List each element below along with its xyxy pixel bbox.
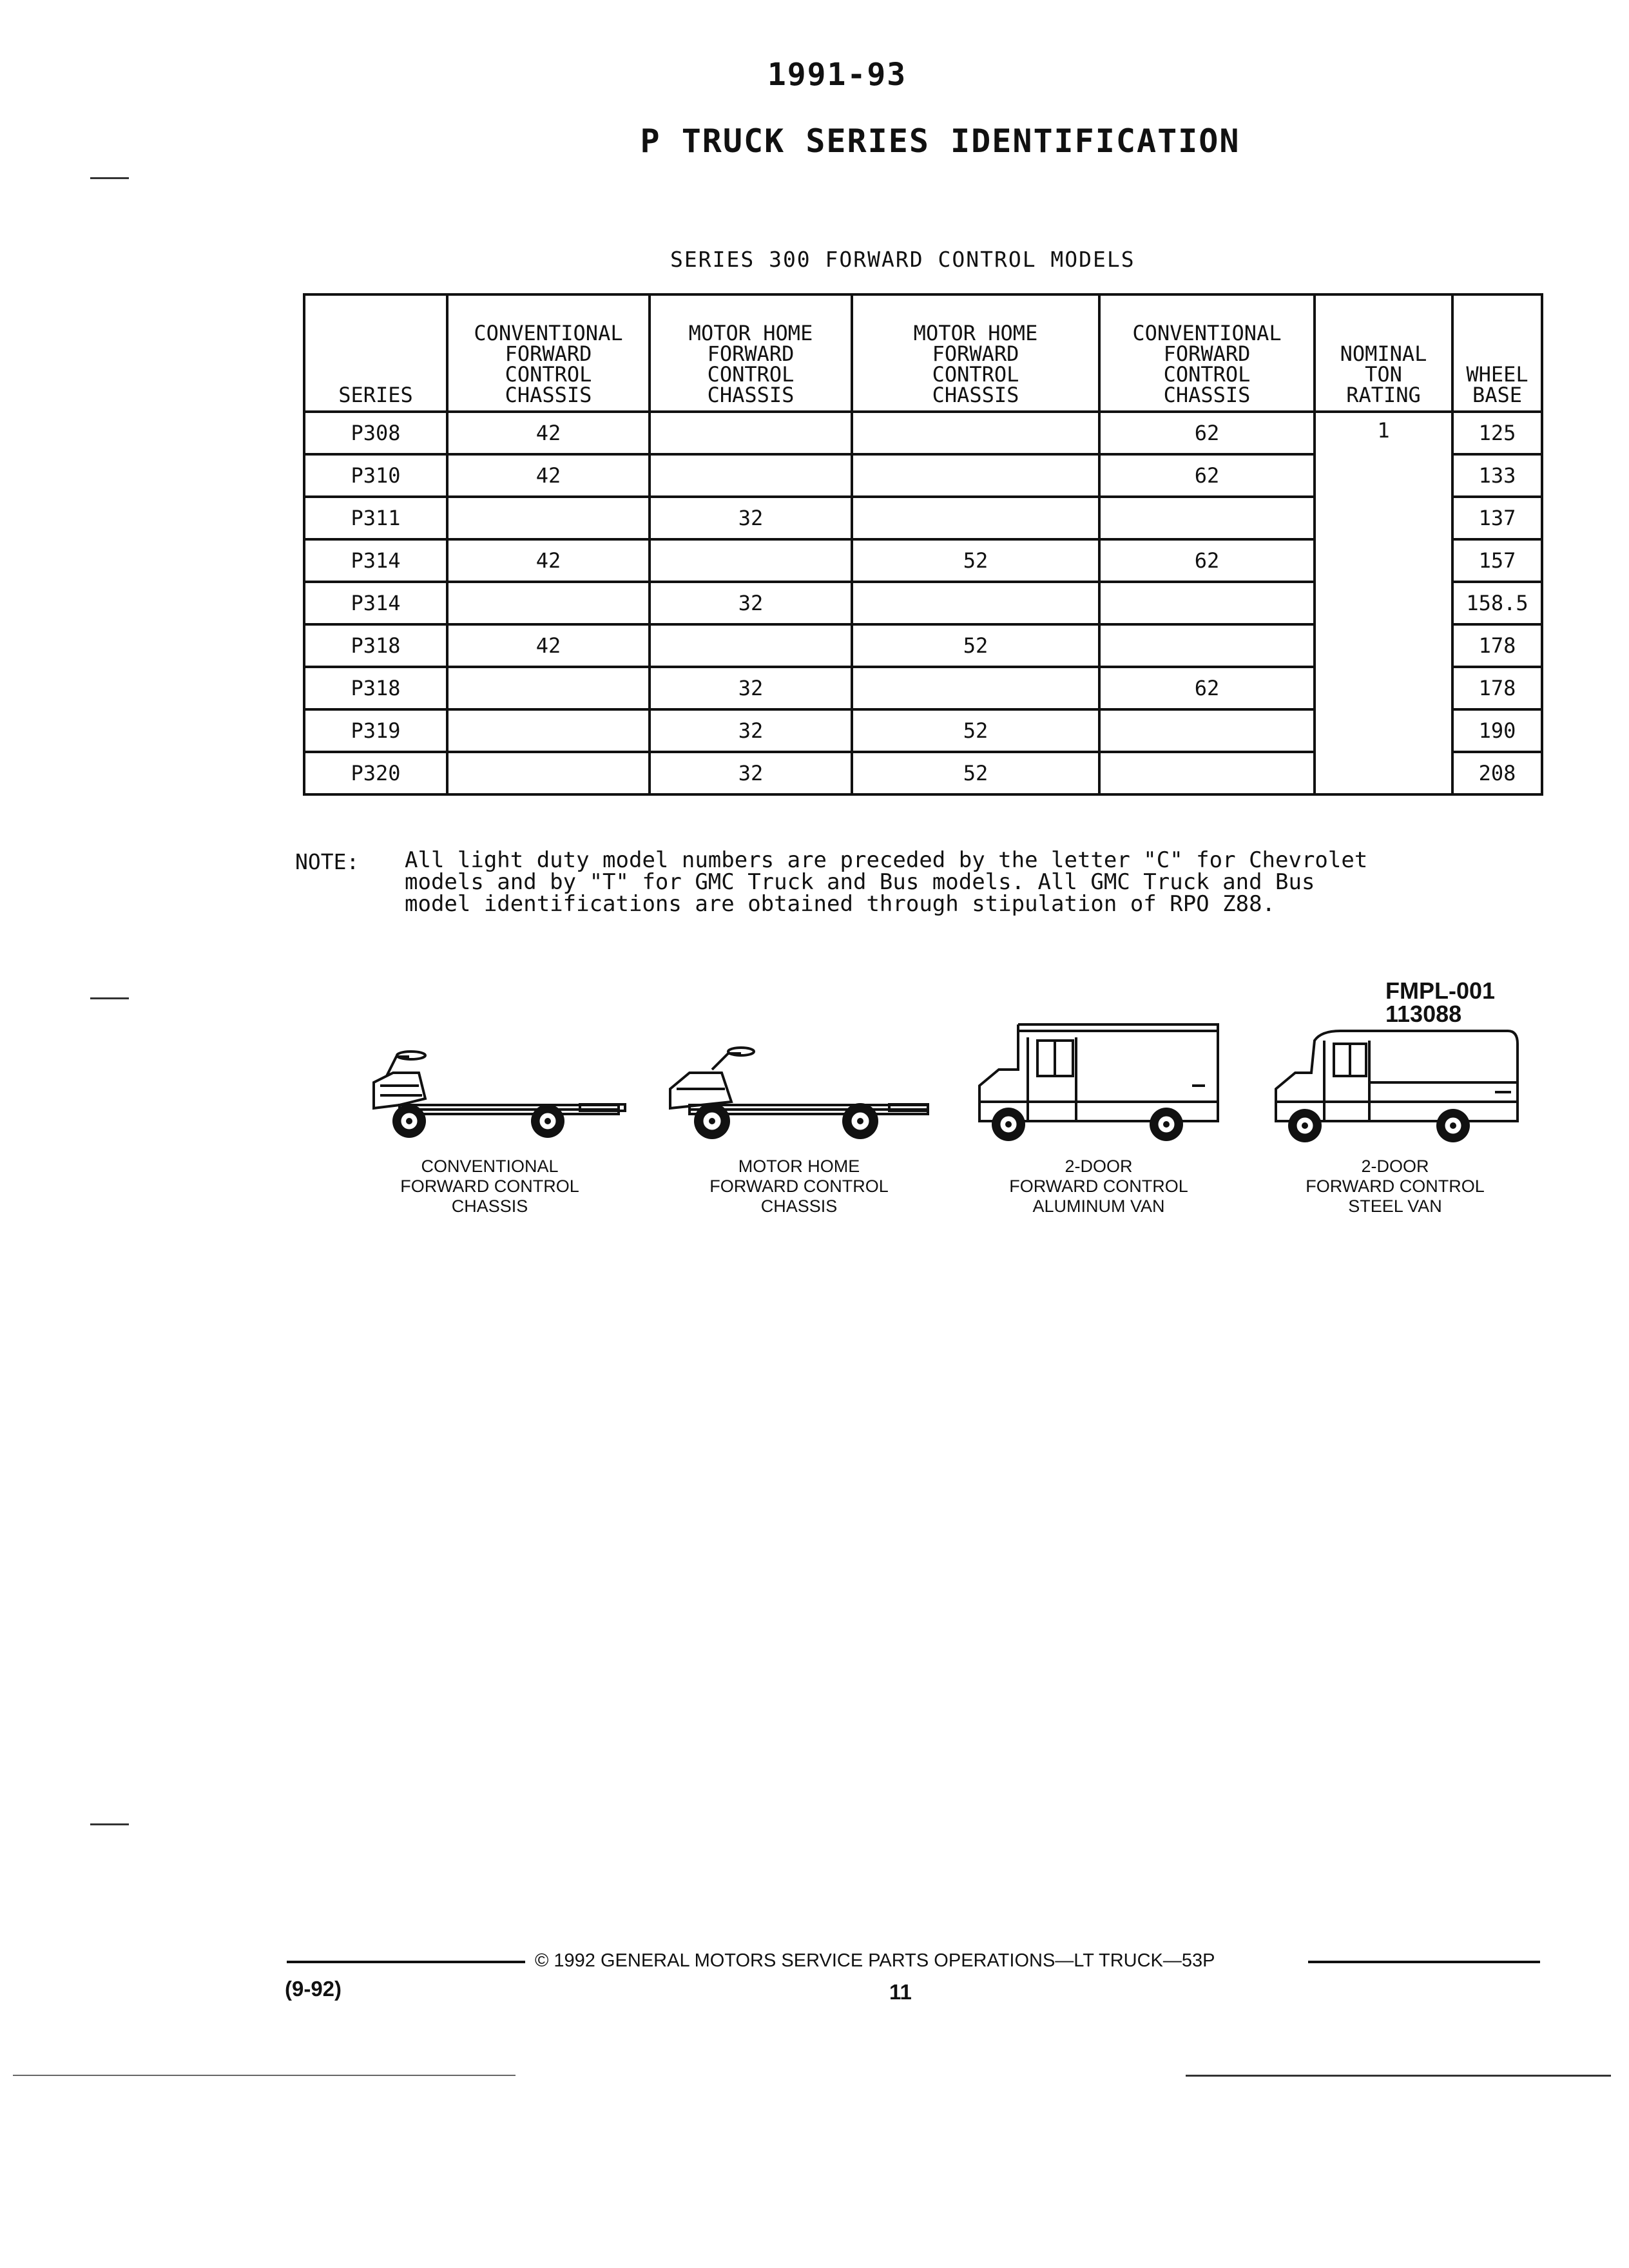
note-line: All light duty model numbers are preceded by the letter "C" for Chevrolet [405,847,1368,873]
cell-series: P314 [304,582,447,624]
scan-edge-line [1186,2075,1611,2077]
col-header-conventional-1: CONVENTIONAL FORWARD CONTROL CHASSIS [447,294,650,412]
cell-conventional-2: 62 [1099,539,1315,582]
cell-motor-home-2: 52 [852,752,1099,794]
note-line: models and by "T" for GMC Truck and Bus models. All GMC Truck and Bus [405,869,1315,895]
footer-rule-right [1308,1961,1540,1963]
revision-date: (9-92) [285,1977,342,2001]
note-text [405,849,1565,915]
cell-wheelbase: 178 [1452,667,1542,709]
cell-motor-home-1: 32 [650,667,852,709]
cell-series: P314 [304,539,447,582]
scan-edge-line [13,2075,516,2076]
vehicle-caption: 2-DOOR FORWARD CONTROL STEEL VAN [1306,1157,1485,1216]
page-number: 11 [889,1980,912,2004]
cell-series: P308 [304,412,447,454]
cell-conventional-1 [447,667,650,709]
vehicle-caption: 2-DOOR FORWARD CONTROL ALUMINUM VAN [1009,1157,1188,1216]
motor-home-chassis-icon [664,1037,934,1147]
cell-motor-home-2: 52 [852,709,1099,752]
col-header-wheelbase: WHEEL BASE [1452,294,1542,412]
vehicle-caption: MOTOR HOME FORWARD CONTROL CHASSIS [709,1157,889,1216]
cell-motor-home-1: 32 [650,752,852,794]
series-identification-table [303,293,1543,796]
cell-conventional-1: 42 [447,454,650,497]
note-label: NOTE: [295,849,360,874]
cell-motor-home-1 [650,624,852,667]
cell-motor-home-1 [650,412,852,454]
cell-conventional-1 [447,582,650,624]
cell-wheelbase: 178 [1452,624,1542,667]
cell-series: P320 [304,752,447,794]
cell-conventional-2 [1099,624,1315,667]
footer-rule-left [287,1961,525,1963]
cell-series: P318 [304,667,447,709]
cell-conventional-2: 62 [1099,667,1315,709]
aluminum-van-icon [967,1012,1237,1147]
cell-series: P318 [304,624,447,667]
cell-wheelbase: 125 [1452,412,1542,454]
page-title: P TRUCK SERIES IDENTIFICATION [640,122,1240,160]
cell-motor-home-2: 52 [852,539,1099,582]
cell-conventional-2 [1099,582,1315,624]
col-header-motor-home-1: MOTOR HOME FORWARD CONTROL CHASSIS [650,294,852,412]
cell-motor-home-1 [650,539,852,582]
cell-series: P310 [304,454,447,497]
cell-motor-home-1: 32 [650,582,852,624]
cell-conventional-1 [447,497,650,539]
cell-wheelbase: 137 [1452,497,1542,539]
cell-conventional-2: 62 [1099,412,1315,454]
cell-motor-home-2 [852,667,1099,709]
margin-mark [90,997,129,999]
cell-conventional-1: 42 [447,539,650,582]
margin-mark [90,177,129,179]
cell-conventional-1 [447,752,650,794]
cell-series: P319 [304,709,447,752]
cell-conventional-2: 62 [1099,454,1315,497]
cell-conventional-2 [1099,709,1315,752]
steel-van-icon [1263,1021,1534,1147]
cell-wheelbase: 133 [1452,454,1542,497]
cell-series: P311 [304,497,447,539]
vehicle-caption: CONVENTIONAL FORWARD CONTROL CHASSIS [400,1157,579,1216]
figure-code: FMPL-001 113088 [1385,977,1496,1027]
margin-mark [90,1823,129,1825]
cell-motor-home-2 [852,497,1099,539]
note-line: model identifications are obtained through stipulation of RPO Z88. [405,891,1276,917]
cell-motor-home-2: 52 [852,624,1099,667]
cell-conventional-2 [1099,752,1315,794]
col-header-ton-rating: NOMINAL TON RATING [1315,294,1452,412]
cell-motor-home-1: 32 [650,497,852,539]
cell-motor-home-2 [852,454,1099,497]
cell-wheelbase: 208 [1452,752,1542,794]
cell-motor-home-2 [852,412,1099,454]
col-header-series: SERIES [304,294,447,412]
col-header-conventional-2: CONVENTIONAL FORWARD CONTROL CHASSIS [1099,294,1315,412]
cell-wheelbase: 190 [1452,709,1542,752]
table-header-row [304,294,1542,412]
cell-wheelbase: 158.5 [1452,582,1542,624]
cell-conventional-1 [447,709,650,752]
table-row [304,412,1542,454]
conventional-chassis-icon [361,1037,631,1147]
cell-ton-rating: 1 [1315,412,1452,794]
copyright-notice: © 1992 GENERAL MOTORS SERVICE PARTS OPERATIONS—LT TRUCK—53P [535,1950,1215,1971]
cell-motor-home-2 [852,582,1099,624]
col-header-motor-home-2: MOTOR HOME FORWARD CONTROL CHASSIS [852,294,1099,412]
page-year-range: 1991-93 [767,57,907,93]
cell-motor-home-1 [650,454,852,497]
cell-conventional-1: 42 [447,412,650,454]
cell-motor-home-1: 32 [650,709,852,752]
cell-conventional-1: 42 [447,624,650,667]
table-caption: SERIES 300 FORWARD CONTROL MODELS [670,247,1135,272]
cell-conventional-2 [1099,497,1315,539]
cell-wheelbase: 157 [1452,539,1542,582]
